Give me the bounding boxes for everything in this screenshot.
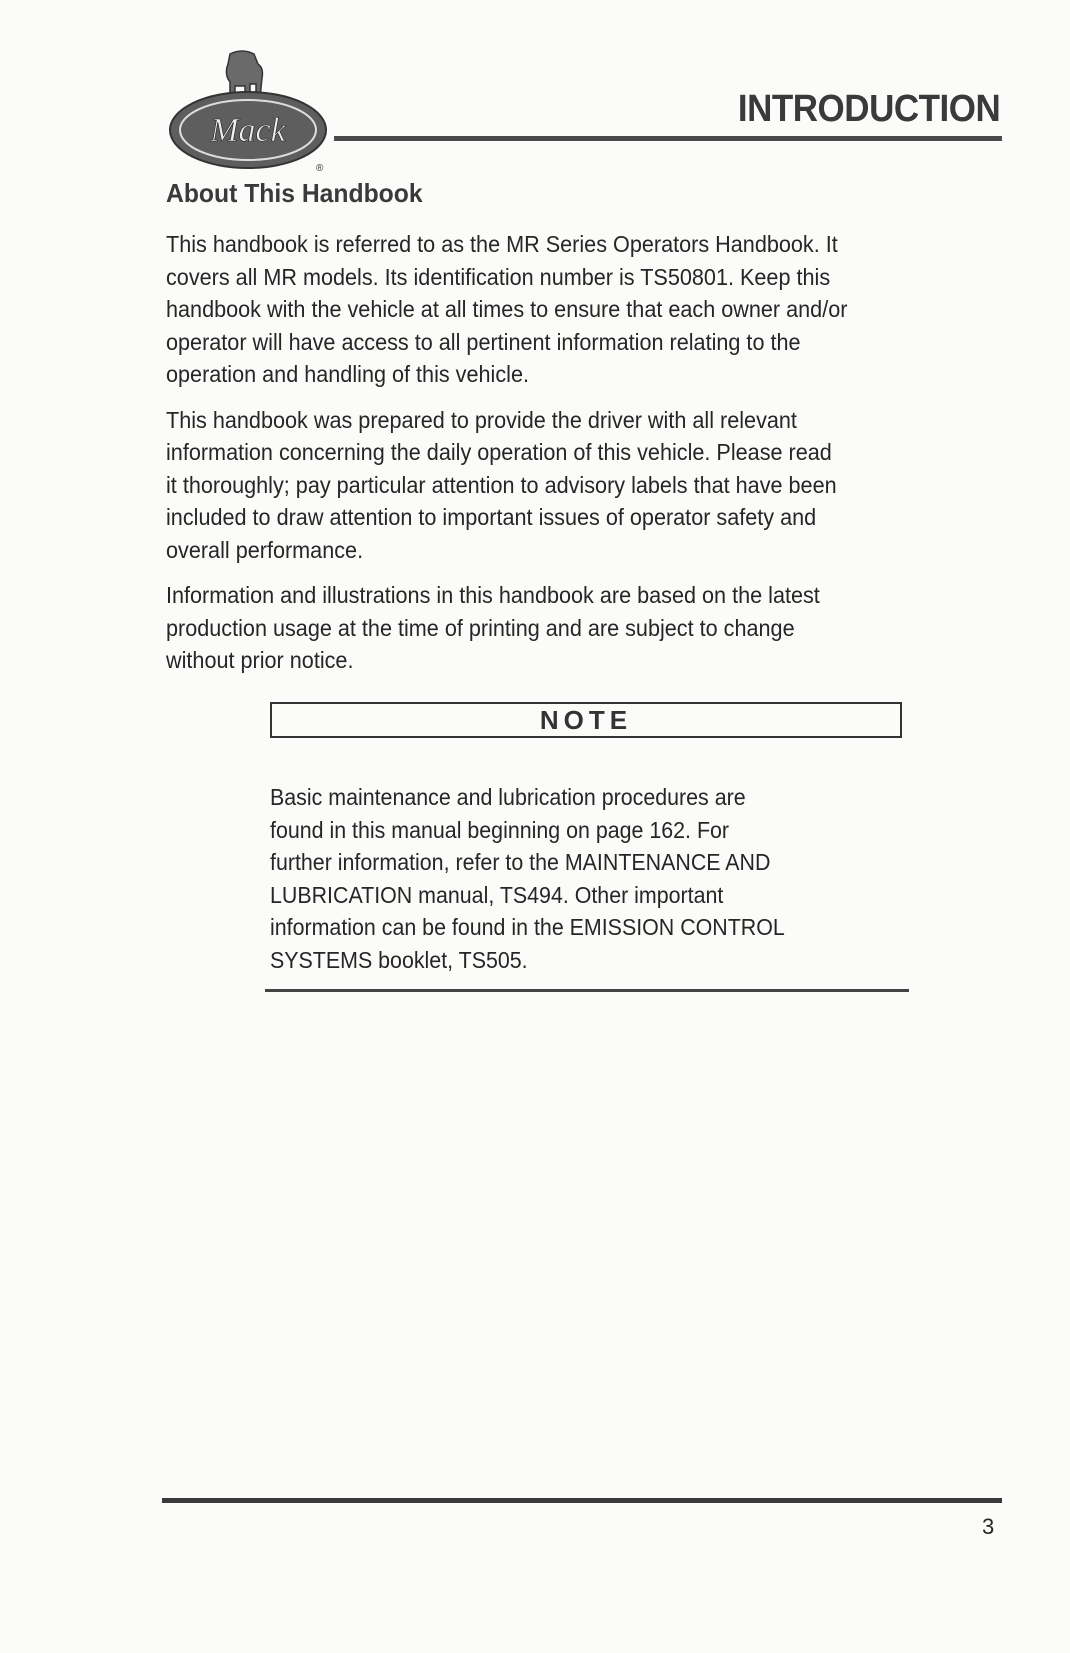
note-box xyxy=(270,702,902,738)
note-rule xyxy=(265,989,909,992)
page-number: 3 xyxy=(982,1514,995,1539)
line: without prior notice. xyxy=(166,647,354,673)
line: included to draw attention to important issues of operator safety and xyxy=(166,504,817,530)
note-label: NOTE xyxy=(539,704,633,735)
mack-logo xyxy=(168,48,333,173)
line: This handbook is referred to as the MR Series Operators Handbook. It xyxy=(166,231,838,257)
line: operation and handling of this vehicle. xyxy=(166,361,530,387)
line: handbook with the vehicle at all times to ensure that each owner and/or xyxy=(166,296,848,322)
line: it thoroughly; pay particular attention to advisory labels that have been xyxy=(166,471,837,498)
paragraph xyxy=(166,228,956,391)
line: operator will have access to all pertinent information relating to the xyxy=(166,328,801,355)
header-rule xyxy=(334,136,1002,141)
note-text: Basic maintenance and lubrication procedures are found in this manual beginning on page 162. For further information, refer to the MAINTENANCE AND LUBRICATION manual, TS494. Other important information can be found in the EMISSION CONTROL SYSTEMS booklet, TS505. xyxy=(270,784,785,973)
line: Information and illustrations in this handbook are based on the latest xyxy=(166,582,820,608)
paragraph xyxy=(166,404,956,567)
line: overall performance. xyxy=(166,536,364,563)
body-text xyxy=(166,228,1006,690)
paragraph xyxy=(166,579,956,677)
section-heading: About This Handbook xyxy=(166,178,423,208)
line: This handbook was prepared to provide the driver with all relevant xyxy=(166,406,797,433)
svg-text:®: ® xyxy=(316,163,324,173)
svg-text:Mack: Mack xyxy=(210,112,286,149)
chapter-title: INTRODUCTION xyxy=(737,88,1000,130)
footer-rule xyxy=(162,1498,1002,1503)
line: production usage at the time of printing and are subject to change xyxy=(166,614,795,641)
line: covers all MR models. Its identification number is TS50801. Keep this xyxy=(166,263,831,290)
line: information concerning the daily operation of this vehicle. Please read xyxy=(166,439,832,465)
